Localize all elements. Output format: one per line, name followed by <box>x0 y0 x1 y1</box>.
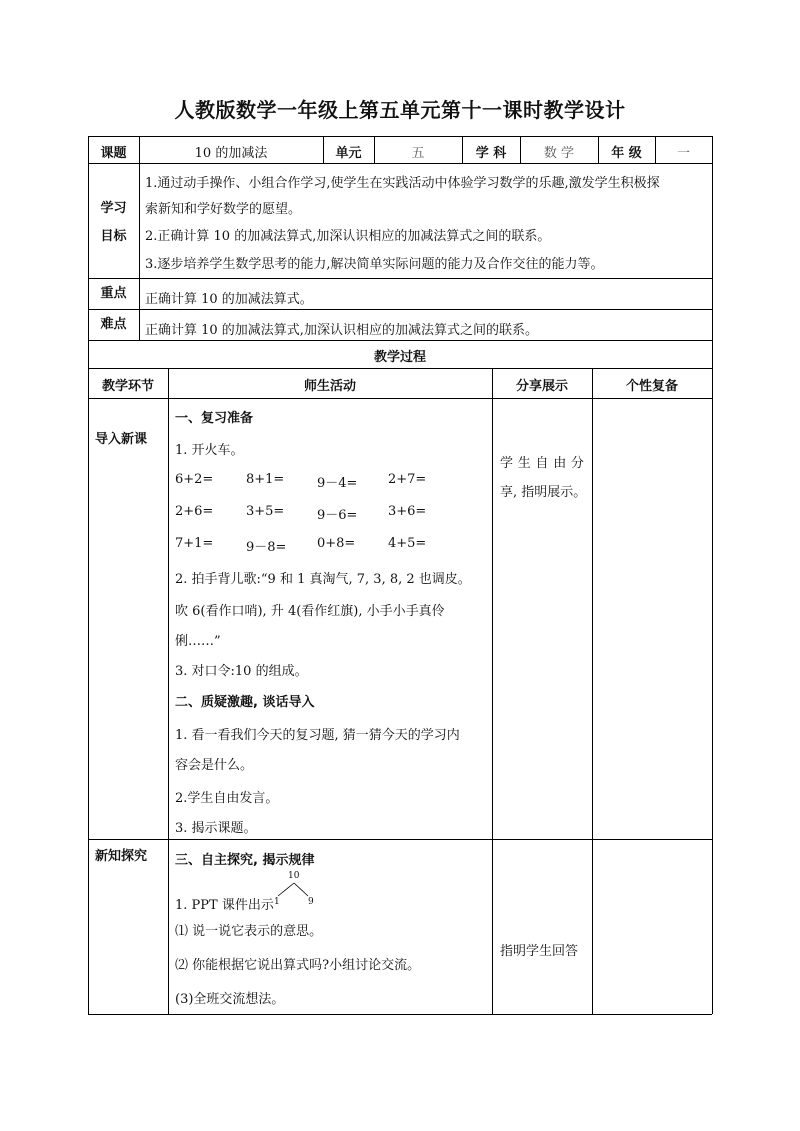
equation: 8+1= <box>246 472 285 487</box>
column-header-activity: 师生活动 <box>303 379 356 394</box>
activity-item-rhyme-line3: 俐……” <box>175 634 221 649</box>
tree-left-number: 1 <box>274 897 280 907</box>
section-heading-review: 一、复习准备 <box>175 411 254 426</box>
share-text-line2: 享, 指明展示。 <box>500 485 587 500</box>
equation: 2+6= <box>175 504 214 519</box>
column-header-share: 分享展示 <box>515 379 568 394</box>
page-title: 人教版数学一年级上第五单元第十一课时教学设计 <box>174 98 626 122</box>
number-bond-lines <box>270 880 320 900</box>
equation: 3+5= <box>246 504 285 519</box>
subject-value: 数 学 <box>543 146 575 161</box>
share-text-line1: 学 生 自 由 分 <box>500 456 585 471</box>
column-header-prep: 个性复备 <box>625 379 678 394</box>
goal-line-4: 3.逐步培养学生数学思考的能力,解决简单实际问题的能力及合作交往的能力等。 <box>145 257 604 272</box>
equation: 0+8= <box>317 536 356 551</box>
activity-item-train: 1. 开火车。 <box>175 443 244 458</box>
goals-label-line1: 学习 <box>100 201 127 216</box>
section-heading-question: 二、质疑激趣, 谈话导入 <box>175 695 315 710</box>
equation: 6+2= <box>175 472 214 487</box>
activity-item-rhyme-line2: 吹 6(看作口哨), 升 4(看作红旗), 小手小手真伶 <box>175 604 445 619</box>
activity-item-speak: 2.学生自由发言。 <box>175 791 279 806</box>
stage-intro: 导入新课 <box>95 432 148 447</box>
share-text-explore: 指明学生回答 <box>500 944 579 959</box>
equation: 4+5= <box>388 536 427 551</box>
difficulty-label: 难点 <box>100 317 127 332</box>
goal-line-2: 索新知和学好数学的愿望。 <box>145 202 302 217</box>
difficulty-text: 正确计算 10 的加减法算式,加深认识相应的加减法算式之间的联系。 <box>145 323 538 338</box>
goal-line-1: 1.通过动手操作、小组合作学习,使学生在实践活动中体验学习数学的乐趣,激发学生积极探 <box>145 176 660 191</box>
question-1: ⑴ 说一说它表示的意思。 <box>175 924 323 939</box>
topic-value: 10 的加减法 <box>194 146 268 161</box>
activity-item-password: 3. 对口令:10 的组成。 <box>175 664 308 679</box>
tree-right-number: 9 <box>308 897 314 907</box>
topic-label: 课题 <box>100 146 127 161</box>
question-3: (3)全班交流想法。 <box>175 992 285 1007</box>
process-heading: 教学过程 <box>373 350 426 365</box>
unit-label: 单元 <box>335 146 362 161</box>
equation: 9－6= <box>317 508 358 523</box>
activity-item-rhyme-line1: 2. 拍手背儿歌:“9 和 1 真淘气, 7, 3, 8, 2 也调皮。 <box>175 572 471 587</box>
tree-top-number: 10 <box>288 871 300 881</box>
subject-label: 学 科 <box>475 146 507 161</box>
equation: 9－4= <box>317 476 358 491</box>
grade-value: 一 <box>676 146 690 161</box>
key-point-text: 正确计算 10 的加减法算式。 <box>145 292 313 307</box>
question-2: ⑵ 你能根据它说出算式吗?小组讨论交流。 <box>175 958 421 973</box>
activity-item-look-line1: 1. 看一看我们今天的复习题, 猜一猜今天的学习内 <box>175 728 460 743</box>
ppt-text: 1. PPT 课件出示 <box>175 898 274 913</box>
activity-item-look-line2: 容会是什么。 <box>175 758 254 773</box>
key-point-label: 重点 <box>100 286 127 301</box>
grade-label: 年 级 <box>611 146 642 161</box>
column-header-stage: 教学环节 <box>101 379 154 394</box>
equation: 7+1= <box>175 536 214 551</box>
goals-label-line2: 目标 <box>100 229 127 244</box>
activity-item-reveal: 3. 揭示课题。 <box>175 821 257 836</box>
equation: 2+7= <box>388 472 427 487</box>
equation: 3+6= <box>388 504 427 519</box>
stage-explore: 新知探究 <box>95 849 148 864</box>
goal-line-3: 2.正确计算 10 的加减法算式,加深认识相应的加减法算式之间的联系。 <box>145 229 551 244</box>
section-heading-explore: 三、自主探究, 揭示规律 <box>175 853 315 868</box>
equation: 9－8= <box>246 540 287 555</box>
unit-value: 五 <box>411 146 425 161</box>
